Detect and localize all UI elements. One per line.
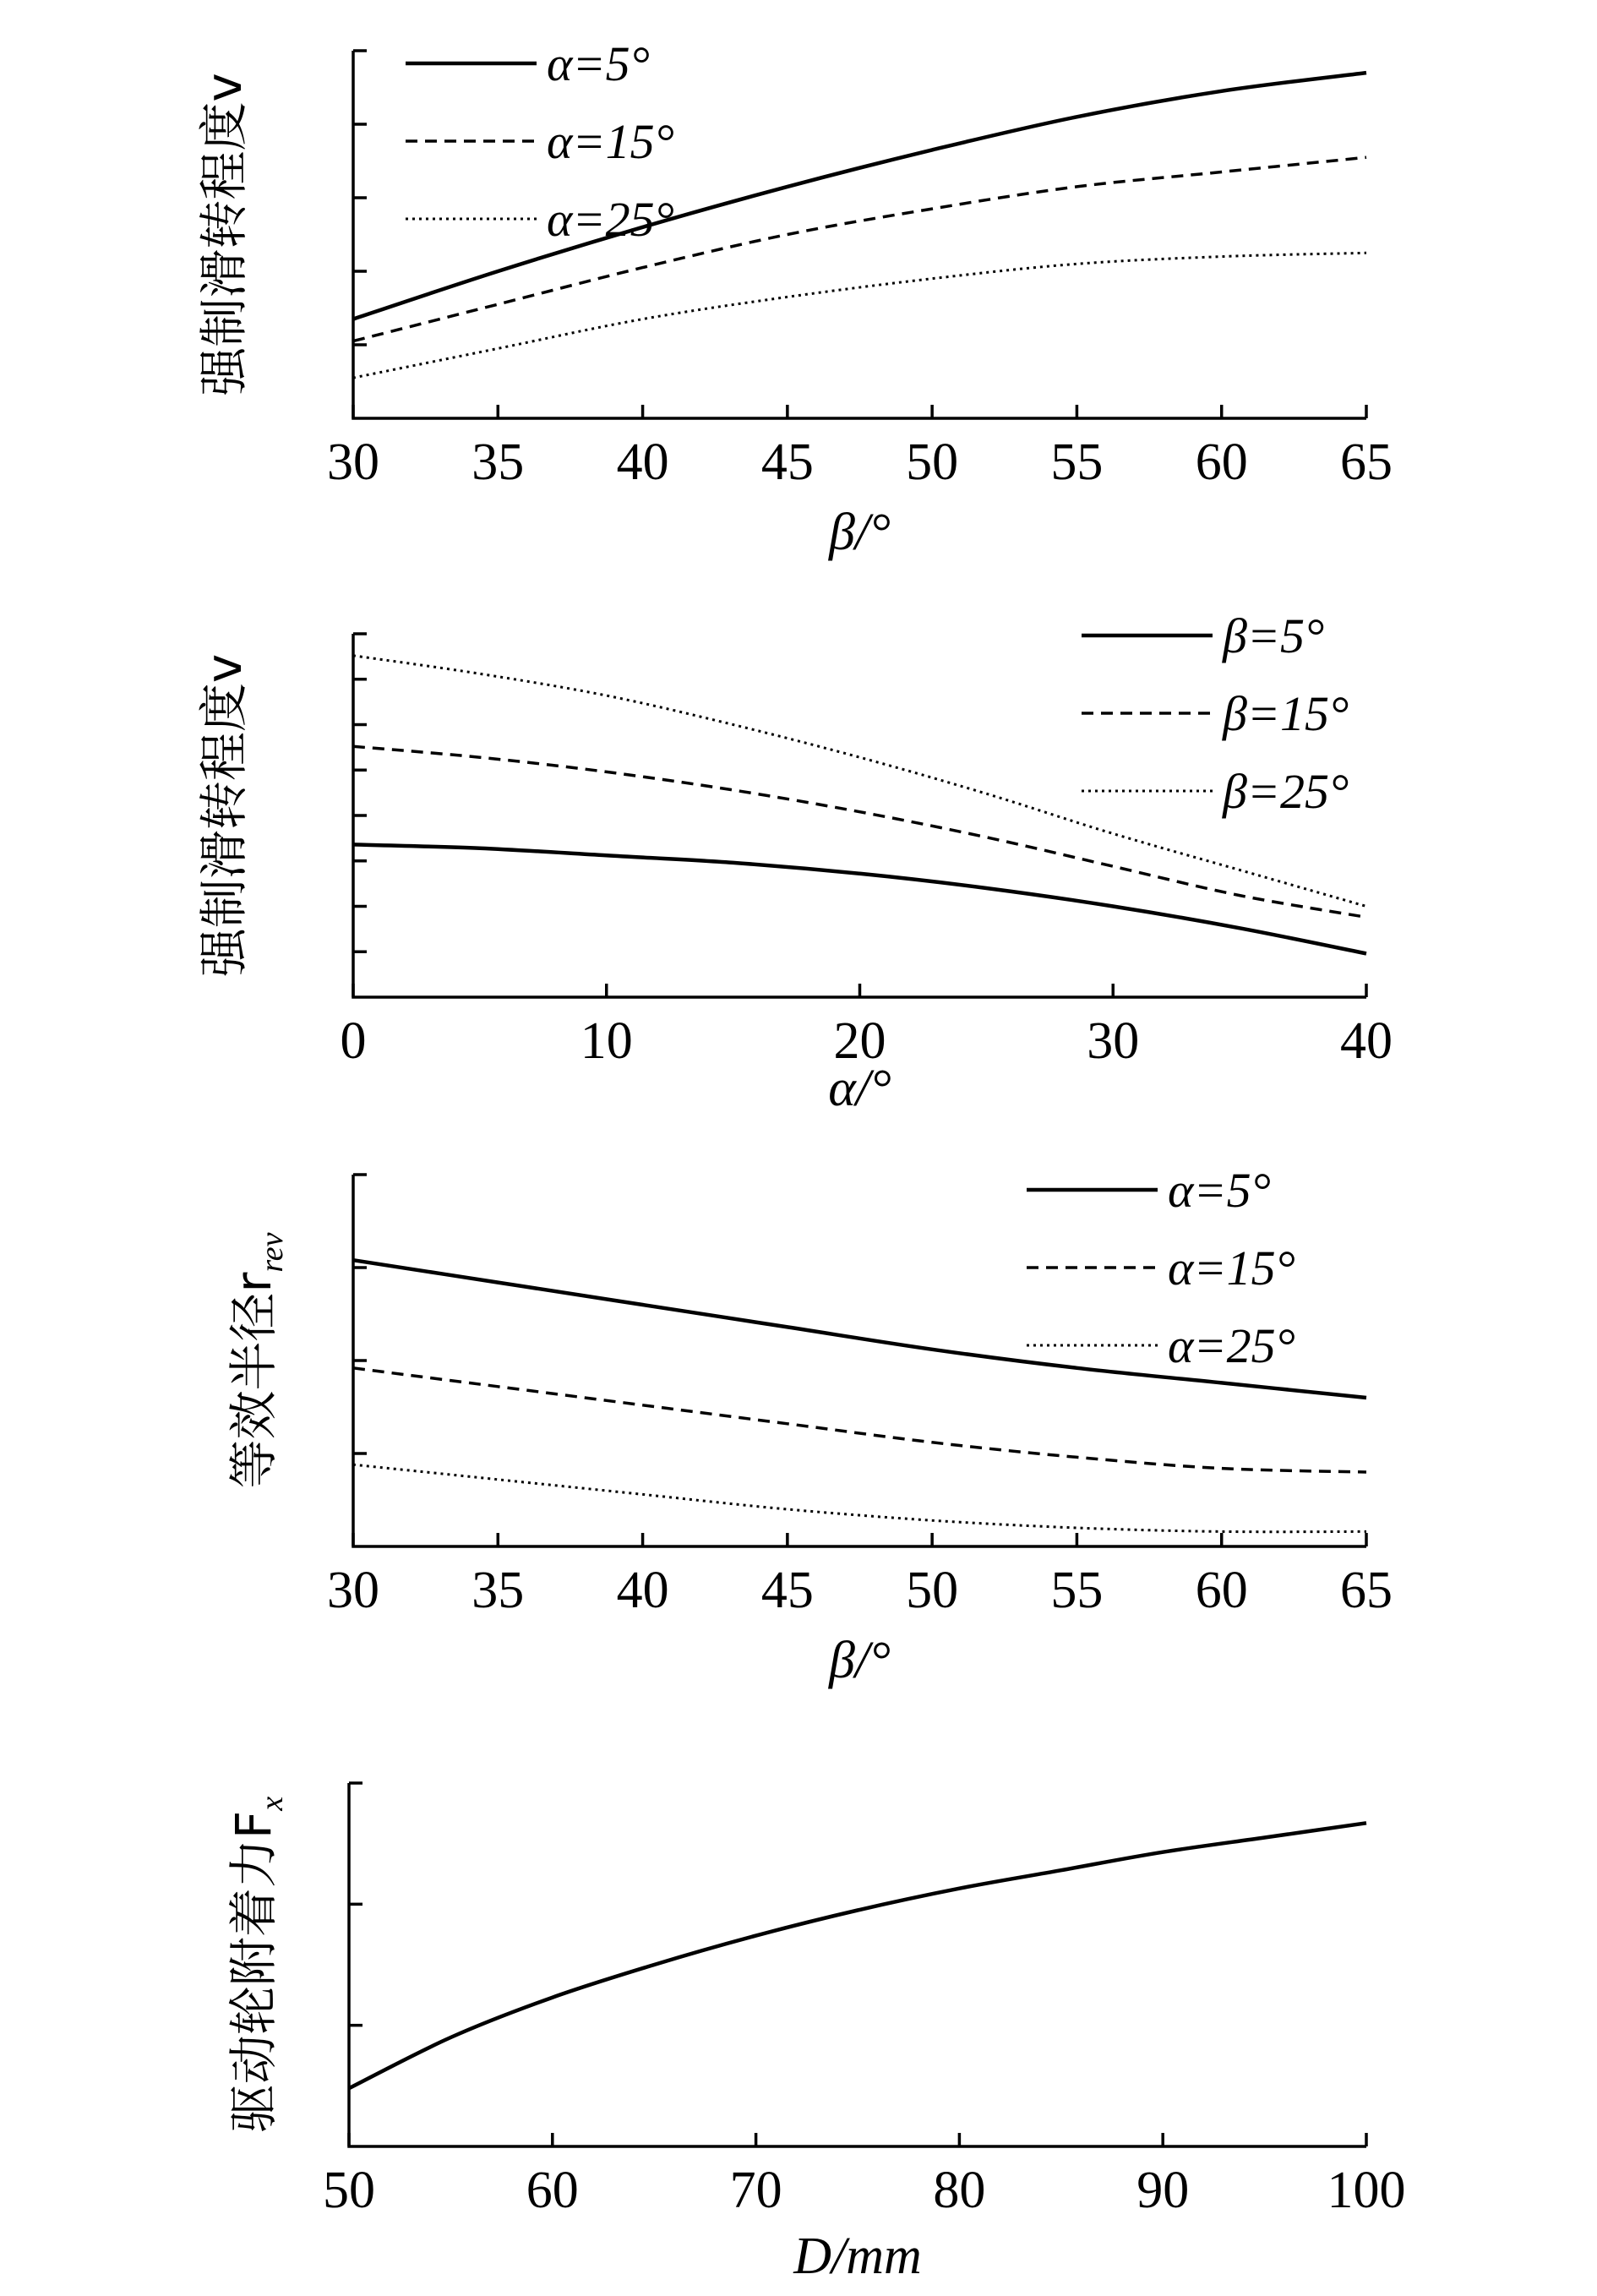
x-tick-label: 80 xyxy=(933,2162,986,2219)
x-tick-label: 40 xyxy=(1340,1012,1393,1070)
legend-label: α=15° xyxy=(1168,1241,1295,1295)
legend-label: α=5° xyxy=(547,36,650,91)
chart-1-slip-vs-beta xyxy=(195,36,1393,561)
legend-label: β=5° xyxy=(1223,608,1325,663)
x-tick-label: 60 xyxy=(526,2162,579,2219)
x-tick-label: 60 xyxy=(1195,1562,1248,1619)
x-tick-label: 70 xyxy=(729,2162,782,2219)
x-tick-label: 45 xyxy=(760,1562,814,1619)
x-tick-label: 55 xyxy=(1050,434,1104,491)
x-tick-label: 30 xyxy=(1087,1012,1140,1070)
x-tick-label: 55 xyxy=(1050,1562,1104,1619)
legend-label: α=25° xyxy=(547,192,674,247)
chart-2-slip-vs-alpha xyxy=(195,608,1393,1117)
legend xyxy=(1027,1163,1295,1373)
x-tick-label: 40 xyxy=(616,1562,669,1619)
x-tick-label: 65 xyxy=(1340,434,1393,491)
y-axis-label: 强制滑转程度v xyxy=(195,653,253,978)
x-tick-label: 0 xyxy=(340,1012,367,1070)
legend-label: α=15° xyxy=(547,114,674,169)
x-tick-label: 35 xyxy=(471,434,525,491)
series-line-3 xyxy=(353,253,1366,378)
x-tick-label: 50 xyxy=(906,1562,959,1619)
legend-label: α=25° xyxy=(1168,1318,1295,1373)
x-axis-label: D/mm xyxy=(793,2228,922,2285)
series-line-2 xyxy=(353,746,1366,917)
y-axis-label: 驱动轮附着力$F_x$ xyxy=(225,1796,290,2134)
legend xyxy=(1082,608,1349,819)
series-line-3 xyxy=(353,1464,1366,1532)
axis-lines xyxy=(349,1783,1366,2146)
x-tick-label: 20 xyxy=(833,1012,886,1070)
chart-4-force-vs-diameter xyxy=(225,1783,1406,2285)
y-axis-label: 强制滑转程度v xyxy=(195,73,253,396)
legend-label: β=15° xyxy=(1223,686,1349,741)
series-line-1 xyxy=(353,73,1366,319)
series-line-1 xyxy=(353,844,1366,953)
x-tick-label: 10 xyxy=(580,1012,633,1070)
x-axis-label: β/° xyxy=(829,504,891,561)
x-tick-label: 65 xyxy=(1340,1562,1393,1619)
series-line-2 xyxy=(353,157,1366,341)
x-tick-label: 30 xyxy=(327,1562,379,1619)
legend-label: α=5° xyxy=(1168,1163,1271,1218)
x-tick-label: 60 xyxy=(1195,434,1248,491)
x-tick-label: 50 xyxy=(323,2162,375,2219)
x-tick-label: 100 xyxy=(1327,2162,1406,2219)
x-tick-label: 45 xyxy=(760,434,814,491)
legend-label: β=25° xyxy=(1223,764,1349,819)
chart-3-radius-vs-beta xyxy=(225,1163,1393,1689)
x-axis-label: α/° xyxy=(828,1060,891,1117)
x-tick-label: 40 xyxy=(616,434,669,491)
axis-lines xyxy=(353,51,1366,418)
x-axis-label: β/° xyxy=(829,1632,891,1689)
x-tick-label: 90 xyxy=(1136,2162,1190,2219)
x-tick-label: 35 xyxy=(471,1562,525,1619)
y-axis-label: 等效半径$r_{rev}$ xyxy=(225,1232,290,1489)
series-line-3 xyxy=(353,656,1366,907)
legend xyxy=(406,36,674,247)
series-line-1 xyxy=(349,1823,1366,2088)
axis-lines xyxy=(353,634,1366,997)
x-tick-label: 30 xyxy=(327,434,379,491)
x-tick-label: 50 xyxy=(906,434,959,491)
